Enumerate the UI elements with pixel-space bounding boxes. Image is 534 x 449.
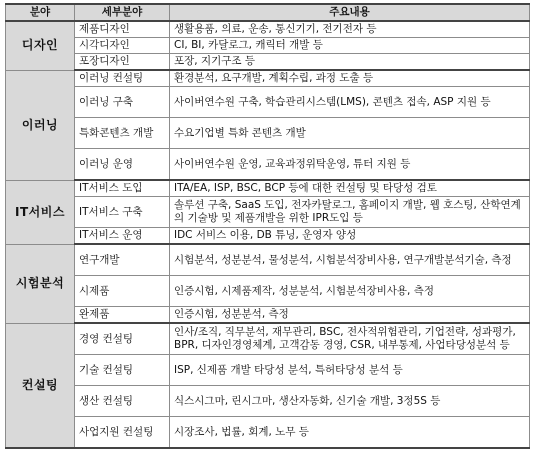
content-cell: 포장, 지기구조 등 bbox=[170, 54, 530, 71]
content-cell: 시험분석, 성분분석, 물성분석, 시험분석장비사용, 연구개발분석기술, 측정 bbox=[170, 244, 530, 276]
table-row bbox=[6, 386, 530, 417]
content-cell: 식스시그마, 린시그마, 생산자동화, 신기술 개발, 3정5S 등 bbox=[170, 386, 530, 417]
sub-area-cell: IT서비스 운영 bbox=[75, 228, 170, 245]
content-cell: ISP, 신제품 개발 타당성 분석, 특허타당성 분석 등 bbox=[170, 355, 530, 386]
area-cell-it-service: IT서비스 bbox=[6, 180, 75, 244]
sub-area-cell: 포장디자인 bbox=[75, 54, 170, 71]
content-cell: 솔루션 구축, SaaS 도입, 전자카탈로그, 홈페이지 개발, 웹 호스팅, 산학연계의 기술방 및 제품개발을 위한 IPR도입 등 bbox=[170, 197, 530, 228]
content-cell: ITA/EA, ISP, BSC, BCP 등에 대한 컨설팅 및 타당성 검토 bbox=[170, 180, 530, 197]
sub-area-cell: IT서비스 구축 bbox=[75, 197, 170, 228]
table-row bbox=[6, 118, 530, 149]
sub-area-cell: 사업지원 컨설팅 bbox=[75, 417, 170, 449]
area-cell-test-analysis: 시험분석 bbox=[6, 244, 75, 323]
sub-area-cell: 생산 컨설팅 bbox=[75, 386, 170, 417]
table-row bbox=[6, 307, 530, 324]
table-row bbox=[6, 323, 530, 355]
service-table-container bbox=[5, 3, 529, 449]
table-row bbox=[6, 197, 530, 228]
content-cell: 수요기업별 특화 콘텐츠 개발 bbox=[170, 118, 530, 149]
table-header-row bbox=[6, 4, 530, 21]
content-cell: 인사/조직, 직무분석, 재무관리, BSC, 전사적위험관리, 기업전략, 성과평가, BPR, 디자인경영체계, 고객감동 경영, CSR, 내부통제, 사업타당성분석 등 bbox=[170, 323, 530, 355]
sub-area-cell: 경영 컨설팅 bbox=[75, 323, 170, 355]
content-cell: 사이버연수원 구축, 학습관리시스템(LMS), 콘텐츠 접속, ASP 지원 등 bbox=[170, 87, 530, 118]
sub-area-cell: 이러닝 운영 bbox=[75, 149, 170, 181]
table-row bbox=[6, 87, 530, 118]
content-cell: IDC 서비스 이용, DB 튜닝, 운영자 양성 bbox=[170, 228, 530, 245]
table-row bbox=[6, 417, 530, 449]
sub-area-cell: 특화콘텐츠 개발 bbox=[75, 118, 170, 149]
sub-area-cell: 완제품 bbox=[75, 307, 170, 324]
table-row bbox=[6, 276, 530, 307]
sub-area-cell: 제품디자인 bbox=[75, 21, 170, 38]
content-cell: 시장조사, 법률, 회계, 노무 등 bbox=[170, 417, 530, 449]
content-cell: CI, BI, 카달로그, 캐릭터 개발 등 bbox=[170, 38, 530, 54]
table-row bbox=[6, 149, 530, 181]
content-cell: 환경분석, 요구개발, 계획수립, 과정 도출 등 bbox=[170, 70, 530, 87]
content-cell: 생활용품, 의료, 운송, 통신기기, 전기전자 등 bbox=[170, 21, 530, 38]
table-row bbox=[6, 38, 530, 54]
header-content: 주요내용 bbox=[170, 4, 530, 21]
header-area: 분야 bbox=[6, 4, 75, 21]
sub-area-cell: 시각디자인 bbox=[75, 38, 170, 54]
table-row bbox=[6, 54, 530, 71]
sub-area-cell: IT서비스 도입 bbox=[75, 180, 170, 197]
sub-area-cell: 이러닝 컨설팅 bbox=[75, 70, 170, 87]
table-row bbox=[6, 180, 530, 197]
area-cell-design: 디자인 bbox=[6, 21, 75, 70]
table-row bbox=[6, 244, 530, 276]
table-row bbox=[6, 355, 530, 386]
sub-area-cell: 연구개발 bbox=[75, 244, 170, 276]
header-sub-area: 세부분야 bbox=[75, 4, 170, 21]
service-table bbox=[5, 3, 530, 449]
sub-area-cell: 이러닝 구축 bbox=[75, 87, 170, 118]
content-cell: 사이버연수원 운영, 교육과정위탁운영, 튜터 지원 등 bbox=[170, 149, 530, 181]
content-cell: 인증시험, 성분분석, 측정 bbox=[170, 307, 530, 324]
sub-area-cell: 시제품 bbox=[75, 276, 170, 307]
sub-area-cell: 기술 컨설팅 bbox=[75, 355, 170, 386]
table-row bbox=[6, 228, 530, 245]
content-cell: 인증시험, 시제품제작, 성분분석, 시험분석장비사용, 측정 bbox=[170, 276, 530, 307]
table-row bbox=[6, 70, 530, 87]
area-cell-consulting: 컨설팅 bbox=[6, 323, 75, 448]
area-cell-elearning: 이러닝 bbox=[6, 70, 75, 180]
table-row bbox=[6, 21, 530, 38]
